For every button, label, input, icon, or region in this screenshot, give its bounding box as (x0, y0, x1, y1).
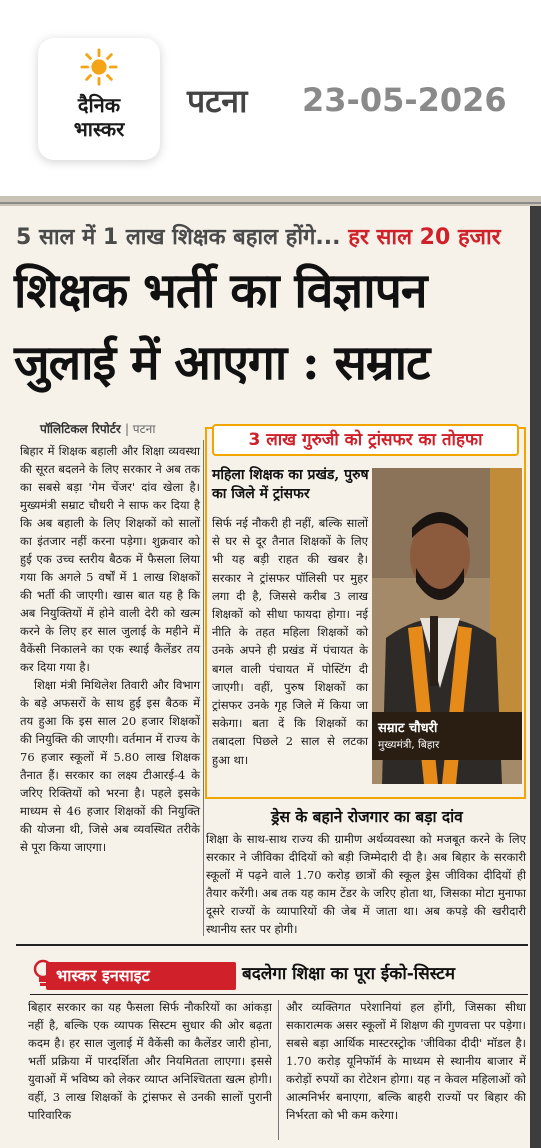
dress-section-text: शिक्षा के साथ-साथ राज्य की ग्रामीण अर्थव्यवस्था को मजबूत करने के लिए सरकार ने जीविका दीदियों को बड़ी जिम्मेदारी दी है। अब बिहार के सरकारी स्कूलों में पढ़ने वाले 1.70 करोड़ छात्रों की स्कूल ड्रेस जीविका दीदियों ही तैयार करेंगी। अब तक यह काम टेंडर के जरिए होता था, जिसका मोटा मुनाफा दूसरे राज्यों के व्यापारियों की जेब में जाता था। अब कपड़े की खरीदारी स्थानीय स्तर पर होगी। (206, 832, 526, 936)
edition-date: 23-05-2026 (302, 81, 507, 119)
page-right-edge (530, 206, 541, 1148)
headline-line-2: जुलाई में आएगा : सम्राट (14, 335, 430, 391)
photo-caption-title: मुख्यमंत्री, बिहार (378, 739, 440, 751)
transfer-tab-title: 3 लाख गुरुजी को ट्रांसफर का तोहफा (248, 430, 483, 450)
page-top-edge (0, 196, 541, 206)
page-top-rule (0, 202, 541, 204)
kicker-highlight: हर साल 20 हजार (348, 225, 501, 250)
insight-rule (30, 994, 528, 995)
transfer-text: सिर्फ नई नौकरी ही नहीं, बल्कि सालों से घर से दूर तैनात शिक्षकों के लिए भी यह बड़ी राहत की खबर है। सरकार ने ट्रांसफर पॉलिसी पर मुहर लगा दी है, जिससे करीब 3 लाख शिक्षकों को सीधा फायदा होगा। नई नीति के तहत महिला शिक्षकों को उनके अपने ही प्रखंड में पंचायत के बगल वाली पंचायत में पोस्टिंग दी जाएगी। वहीं, पुरुष शिक्षकों का ट्रांसफर उनके गृह जिले में किया जा सकेगा। बता दें कि शिक्षकों का तबादला पिछले 2 साल से लटका हुआ था। (212, 516, 368, 767)
byline-place: | पटना (124, 422, 156, 436)
sun-icon (80, 48, 118, 86)
article-kicker (16, 224, 528, 252)
insight-divider (278, 1000, 279, 1140)
dainik-bhaskar-logo[interactable] (38, 38, 160, 160)
headline-line-1: शिक्षक भर्ती का विज्ञापन (14, 263, 427, 319)
kicker-main: 5 साल में 1 लाख शिक्षक बहाल होंगे... (16, 225, 341, 250)
insight-tag-text: भास्कर इनसाइट (56, 966, 150, 985)
column-divider (203, 440, 204, 936)
logo-line-1: दैनिक (77, 93, 121, 117)
article-paragraph-1: बिहार में शिक्षक बहाली और शिक्षा व्यवस्था की सूरत बदलने के लिए सरकार ने अब तक का सबसे बड़ा 'गेम चेंजर' दांव खेला है। मुख्यमंत्री सम्राट चौधरी ने साफ कर दिया है कि अब बहाली के लिए शिक्षकों को सालों का इंतजार नहीं करना पड़ेगा। शुक्रवार को हुई एक उच्च स्तरीय बैठक में फैसला लिया गया कि अगले 5 वर्षों में 1 लाख शिक्षकों की भर्ती की जाएगी। खास बात यह है कि अब नियुक्तियों में होने वाली देरी को खत्म करने के लिए हर साल जुलाई के महीने में वैकेंसी निकालने का एक स्थाई कैलेंडर तय कर दिया गया है। (20, 444, 200, 674)
insight-column-2: और व्यक्तिगत परेशानियां हल होंगी, जिसका सीधा सकारात्मक असर स्कूलों में शिक्षण की गुणवत्ता पर पड़ेगा। सबसे बड़ा आर्थिक मास्टरस्ट्रोक 'जीविका दीदी' मॉडल है। 1.70 करोड़ यूनिफॉर्म के माध्यम से स्थानीय बाजार में करोड़ों रुपयों का रोटेशन होगा। यह न केवल महिलाओं को आत्मनिर्भर बनाएगा, बल्कि बाहरी राज्यों पर बिहार की निर्भरता को भी कम करेगा। (286, 1000, 526, 1122)
section-rule (16, 944, 528, 946)
logo-line-2: भास्कर (73, 117, 125, 141)
app-header (0, 0, 541, 196)
dress-section-title: ड्रेस के बहाने रोजगार का बड़ा दांव (271, 807, 463, 826)
edition-city: पटना (187, 82, 248, 120)
byline (40, 420, 155, 437)
insight-title: बदलेगा शिक्षा का पूरा ईको-सिस्टम (242, 964, 456, 984)
insight-column-1: बिहार सरकार का यह फैसला सिर्फ नौकरियों का आंकड़ा नहीं है, बल्कि एक व्यापक सिस्टम सुधार की ओर बढ़ता कदम है। हर साल जुलाई में वैकेंसी का कैलेंडर जारी होना, भर्ती प्रक्रिया में पारदर्शिता और नियमितता लाएगा। इससे युवाओं में भविष्य को लेकर व्याप्त अनिश्चितता खत्म होगी। वहीं, 3 लाख शिक्षकों के ट्रांसफर से उनकी सालों पुरानी पारिवारिक (28, 1000, 272, 1122)
photo-caption-name: सम्राट चौधरी (378, 721, 438, 736)
article-paragraph-2: शिक्षा मंत्री मिथिलेश तिवारी और विभाग के बड़े अफसरों के साथ हुई इस बैठक में तय हुआ कि इस साल 20 हजार शिक्षकों की नियुक्ति की जाएगी। वर्तमान में राज्य के 76 हजार स्कूलों में 5.80 लाख शिक्षक तैनात हैं। सरकार का लक्ष्य टीआरई-4 के जरिए रिक्तियों को भरना है। पहले इसके माध्यम से 46 हजार शिक्षकों की नियुक्ति की योजना थी, जिसे अब व्यवस्थित तरीके से पूरा किया जाएगा। (20, 678, 200, 854)
byline-reporter: पॉलिटिकल रिपोर्टर (40, 422, 121, 436)
transfer-subhead: महिला शिक्षक का प्रखंड, पुरुष का जिले में ट्रांसफर (212, 467, 369, 502)
article-body (20, 442, 200, 856)
